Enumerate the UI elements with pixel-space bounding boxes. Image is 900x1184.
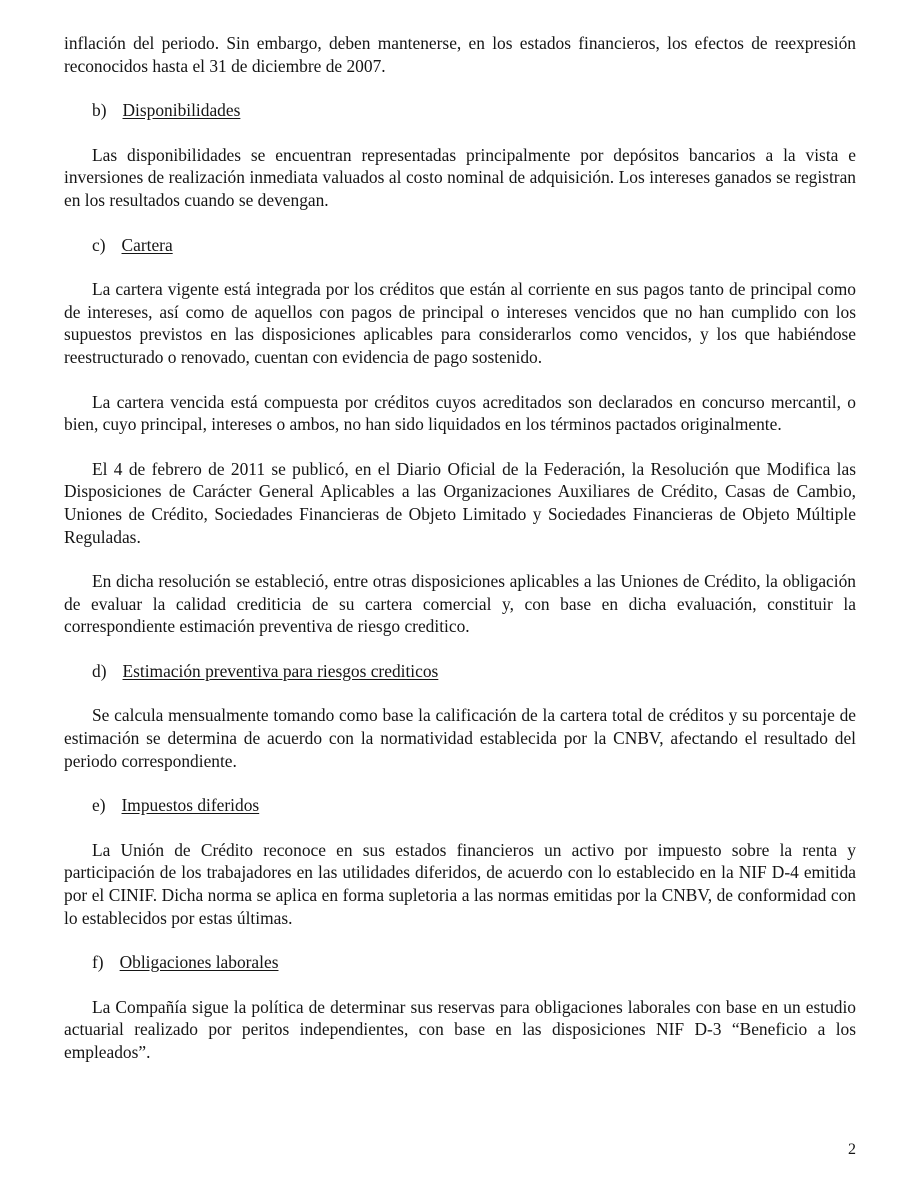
section-heading	[64, 99, 856, 122]
section-c	[64, 234, 856, 638]
section-heading	[64, 951, 856, 974]
body-paragraph: Las disponibilidades se encuentran representadas principalmente por depósitos bancarios a la vista e inversiones de realización inmediata valuados al costo nominal de adquisición. Los intereses ganados se registran en los resultados cuando se devengan.	[64, 144, 856, 210]
section-heading	[64, 234, 856, 257]
body-paragraph: Se calcula mensualmente tomando como base la calificación de la cartera total de créditos y su porcentaje de estimación se determina de acuerdo con la normatividad establecida por la CNBV, afectando el resultado del periodo correspondiente.	[64, 705, 856, 771]
section-letter: f)	[92, 952, 104, 973]
section-title: Cartera	[121, 234, 173, 255]
intro-paragraph: inflación del periodo. Sin embargo, deben mantenerse, en los estados financieros, los efectos de reexpresión reconocidos hasta el 31 de diciembre de 2007.	[64, 33, 856, 76]
section-heading	[64, 660, 856, 683]
section-title: Disponibilidades	[122, 100, 241, 121]
section-title: Impuestos diferidos	[121, 795, 260, 816]
section-letter: b)	[92, 100, 107, 121]
section-letter: e)	[92, 795, 106, 816]
body-paragraph: El 4 de febrero de 2011 se publicó, en el Diario Oficial de la Federación, la Resolución que Modifica las Disposiciones de Carácter General Aplicables a las Organizaciones Auxiliares de Crédito, Casas de Cambio, Uniones de Crédito, Sociedades Financieras de Objeto Limitado y Sociedades Financieras de Objeto Múltiple Reguladas.	[64, 458, 856, 547]
section-d	[64, 660, 856, 772]
section-title: Estimación preventiva para riesgos crediticos	[122, 660, 439, 681]
section-letter: c)	[92, 234, 106, 255]
section-heading	[64, 794, 856, 817]
section-b	[64, 99, 856, 211]
body-paragraph: La cartera vencida está compuesta por créditos cuyos acreditados son declarados en concurso mercantil, o bien, cuyo principal, intereses o ambos, no han sido liquidados en los términos pactados originalmente.	[64, 391, 856, 435]
section-title: Obligaciones laborales	[119, 952, 279, 973]
body-paragraph: La Compañía sigue la política de determinar sus reservas para obligaciones laborales con base en un estudio actuarial realizado por peritos independientes, con base en las disposiciones NIF D-3 “Beneficio a los empleados”.	[64, 996, 856, 1062]
section-letter: d)	[92, 660, 107, 681]
page-number: 2	[848, 1141, 856, 1158]
body-paragraph: En dicha resolución se estableció, entre otras disposiciones aplicables a las Uniones de Crédito, la obligación de evaluar la calidad crediticia de su cartera comercial y, con base en dicha evaluación, constituir la correspondiente estimación preventiva de riesgo creditico.	[64, 571, 856, 637]
section-f	[64, 951, 856, 1063]
sections-container	[64, 99, 856, 1063]
document-page	[64, 32, 856, 1086]
body-paragraph: La Unión de Crédito reconoce en sus estados financieros un activo por impuesto sobre la renta y participación de los trabajadores en las utilidades diferidos, de acuerdo con lo establecido en la NIF D-4 emitida por el CINIF. Dicha norma se aplica en forma supletoria a las normas emitidas por la CNBV, de conformidad con lo establecidos por estas últimas.	[64, 839, 856, 928]
body-paragraph: La cartera vigente está integrada por los créditos que están al corriente en sus pagos tanto de principal como de intereses, así como de aquellos con pagos de principal o intereses vencidos que no han cumplido con los supuestos previstos en las disposiciones aplicables para considerarlos como vencidos, y los que habiéndose reestructurado o renovado, cuentan con evidencia de pago sostenido.	[64, 279, 856, 367]
section-e	[64, 794, 856, 929]
